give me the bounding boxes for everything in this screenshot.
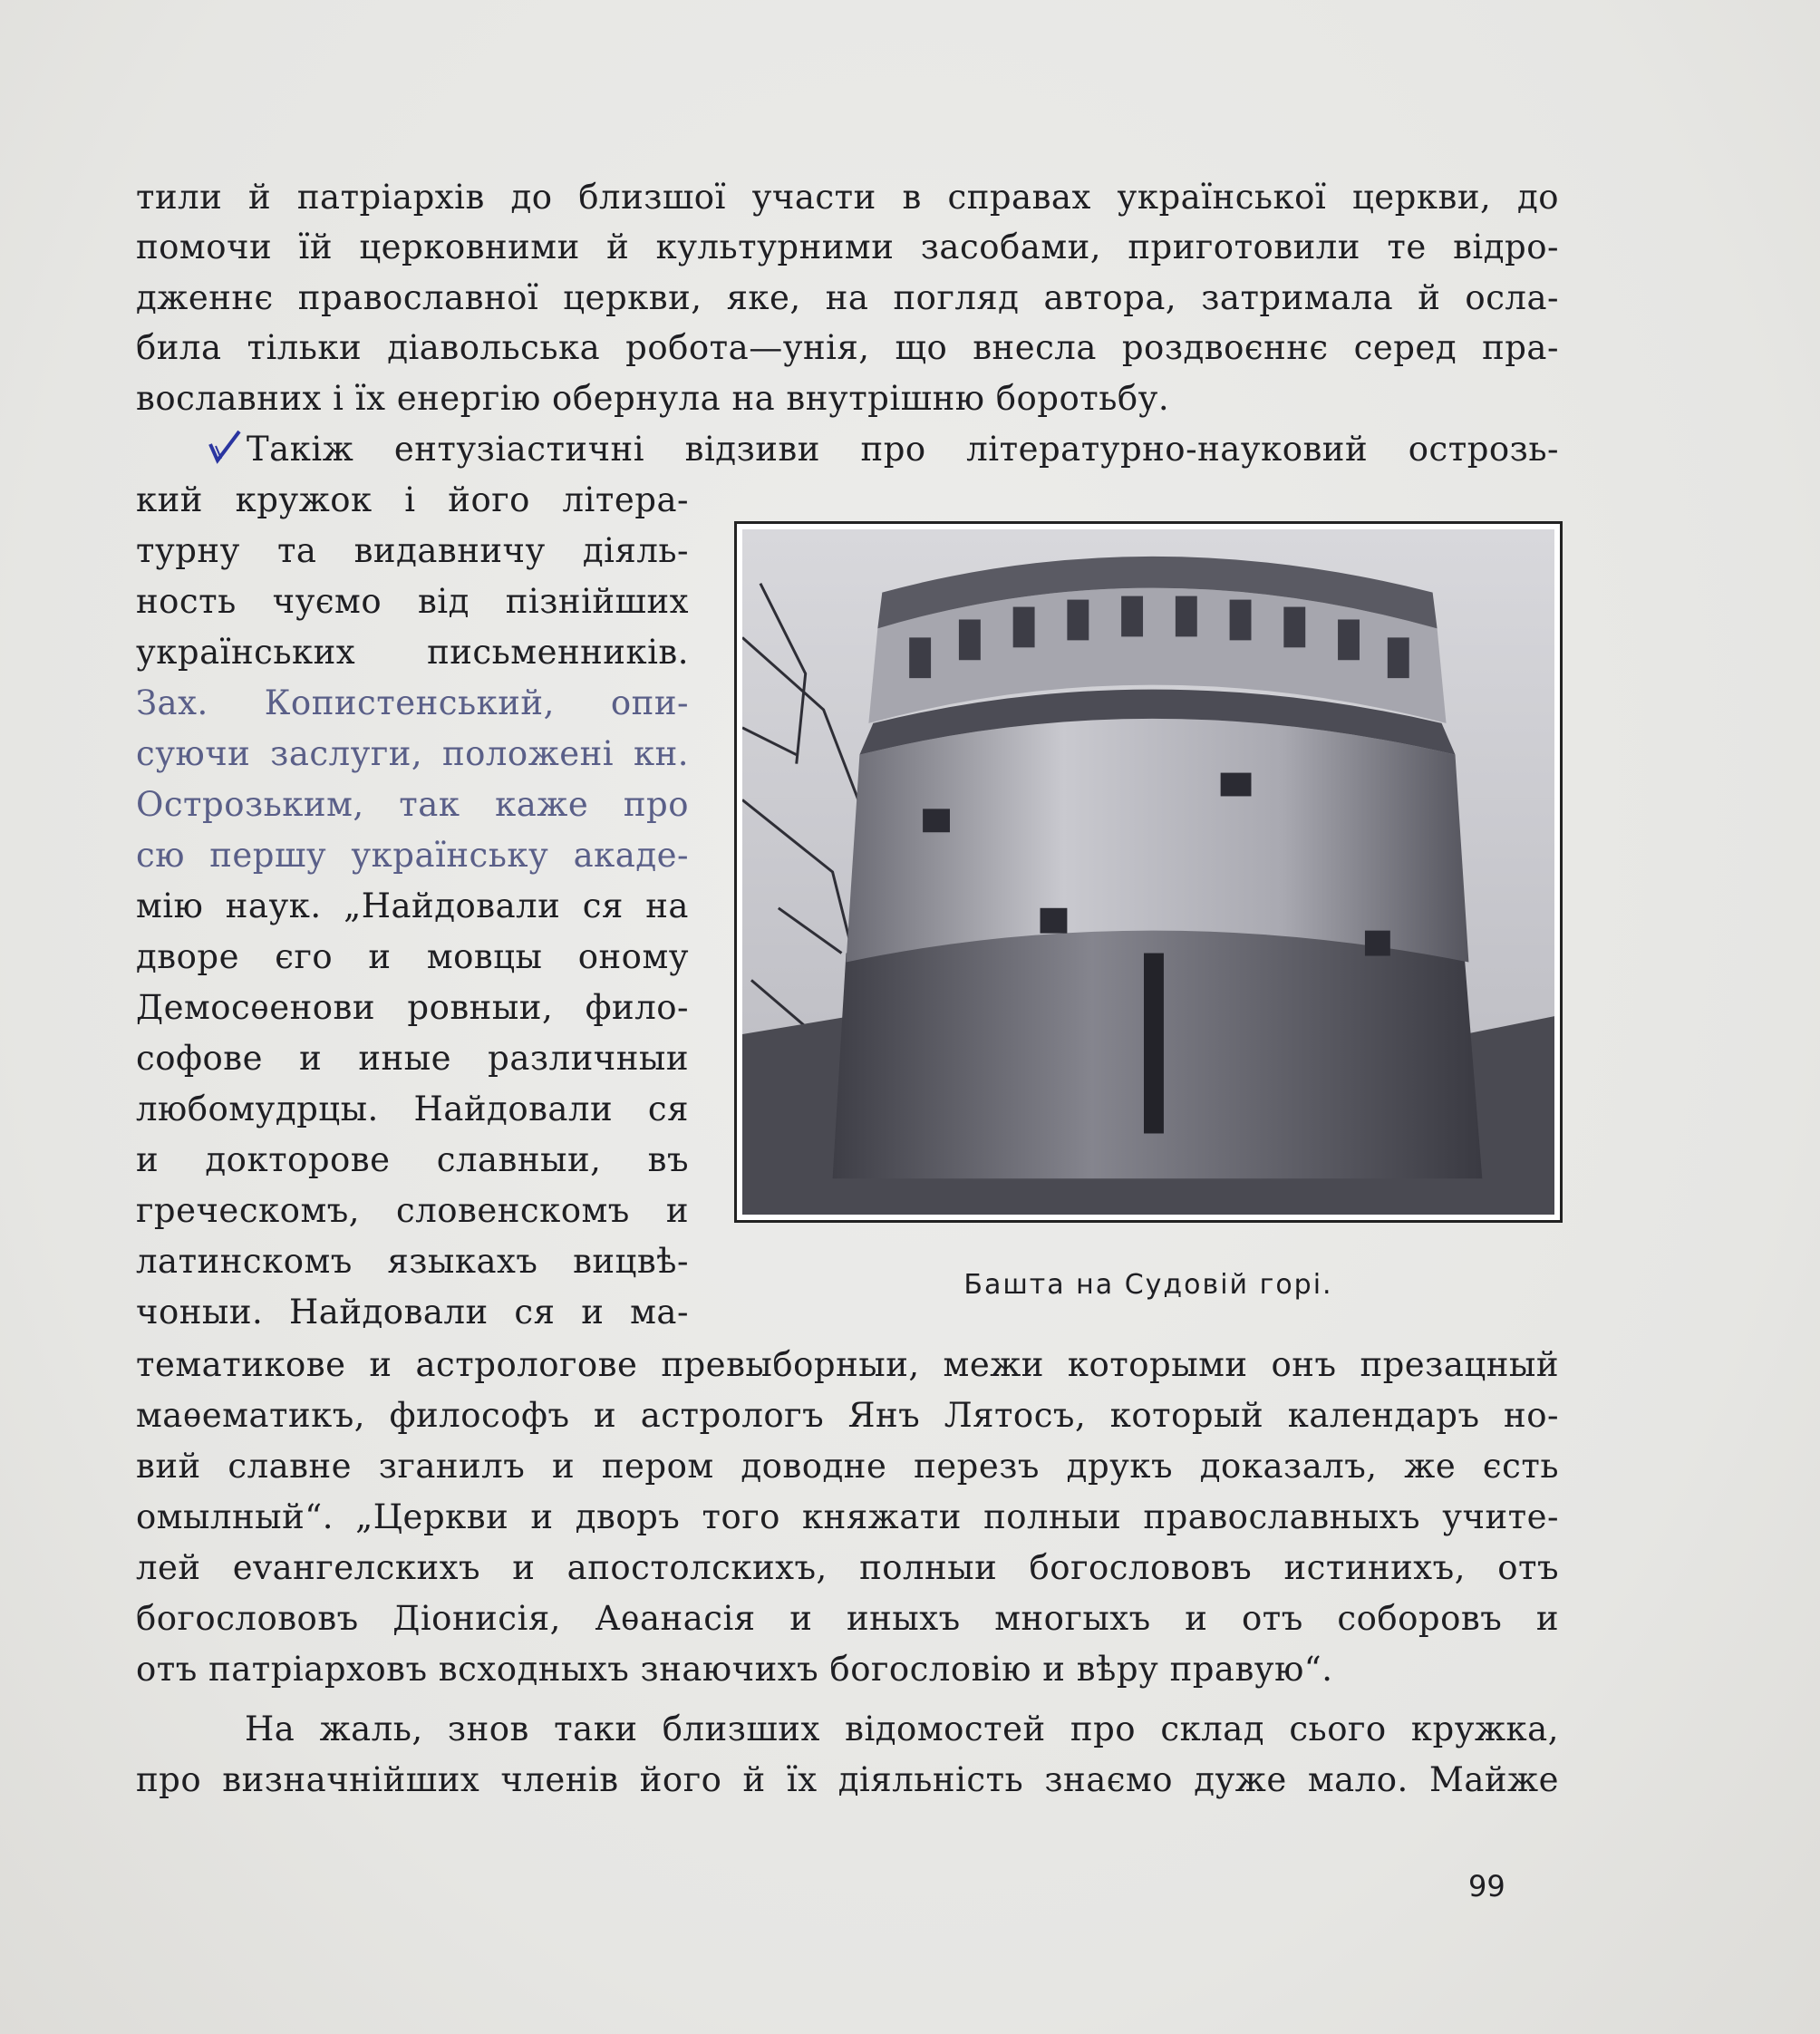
text-line: мію наук. „Найдовали ся на [136,886,689,925]
text-line: сю першу українську акаде- [136,836,689,875]
text-line: чоныи. Найдовали ся и ма- [136,1293,689,1332]
page-number: 99 [1468,1869,1505,1903]
text-line: греческомъ, словенскомъ и [136,1191,689,1230]
text-line: турну та видавничу діяль- [136,531,689,570]
text-line: била тільки діавольська робота—унія, що внесла роздвоєннє серед пра- [136,328,1559,367]
text-line: На жаль, знов таки близших відомостей про склад сього кружка, [245,1710,1559,1748]
text-line: кий кружок і його літера- [136,480,689,519]
text-line: богослововъ Діонисія, Аѳанасія и иныхъ многыхъ и отъ соборовъ и [136,1599,1559,1638]
text-line: вий славне зганилъ и пером доводне перезъ друкъ доказалъ, же єсть [136,1447,1559,1486]
text-line: любомудрцы. Найдовали ся [136,1090,689,1128]
text-line: тематикове и астрологове превыборныи, межи которыми онъ презацный [136,1345,1559,1384]
text-line: маѳематикъ, философъ и астрологъ Янъ Лятосъ, который календаръ но- [136,1396,1559,1435]
text-line: латинскомъ языкахъ вицвѣ- [136,1242,689,1281]
text-line: вославних і їх енергію обернула на внутрішню боротьбу. [136,379,1170,418]
text-line: Острозьким, так каже про [136,785,689,824]
figure-caption: Башта на Судовій горі. [963,1269,1333,1301]
text-line: отъ патріарховъ всходныхъ знаючихъ богословію и вѣру правую“. [136,1650,1333,1689]
text-line: тили й патріархів до близшої участи в справах української церкви, до [136,178,1559,217]
text-line: дворе єго и мовцы оному [136,937,689,976]
tower-photograph [734,521,1563,1223]
text-line: суючи заслуги, положені кн. [136,734,689,773]
text-line: омылный“. „Церкви и дворъ того княжати полныи православныхъ учите- [136,1497,1559,1536]
text-line: українських письменників. [136,633,689,672]
text-line: про визначнійших членів його й їх діяльність знаємо дуже мало. Майже [136,1760,1559,1799]
text-line: лей еvангелскихъ и апостолскихъ, полныи богослововъ истинихъ, отъ [136,1548,1559,1587]
text-line: Зах. Копистенський, опи- [136,683,689,722]
tower-image [742,529,1554,1215]
text-line: софове и иные различныи [136,1039,689,1078]
text-line: помочи їй церковними й культурними засобами, приготовили те відро- [136,228,1559,266]
text-line: и докторове славныи, въ [136,1140,689,1179]
text-line: Такіж ентузіастичні відзиви про літературно-науковий острозь- [247,430,1559,469]
text-line: Демосѳенови ровныи, фило- [136,988,689,1027]
text-line: дженнє православної церкви, яке, на погляд автора, затримала й осла- [136,278,1559,317]
text-line: ность чуємо від пізнійших [136,582,689,621]
